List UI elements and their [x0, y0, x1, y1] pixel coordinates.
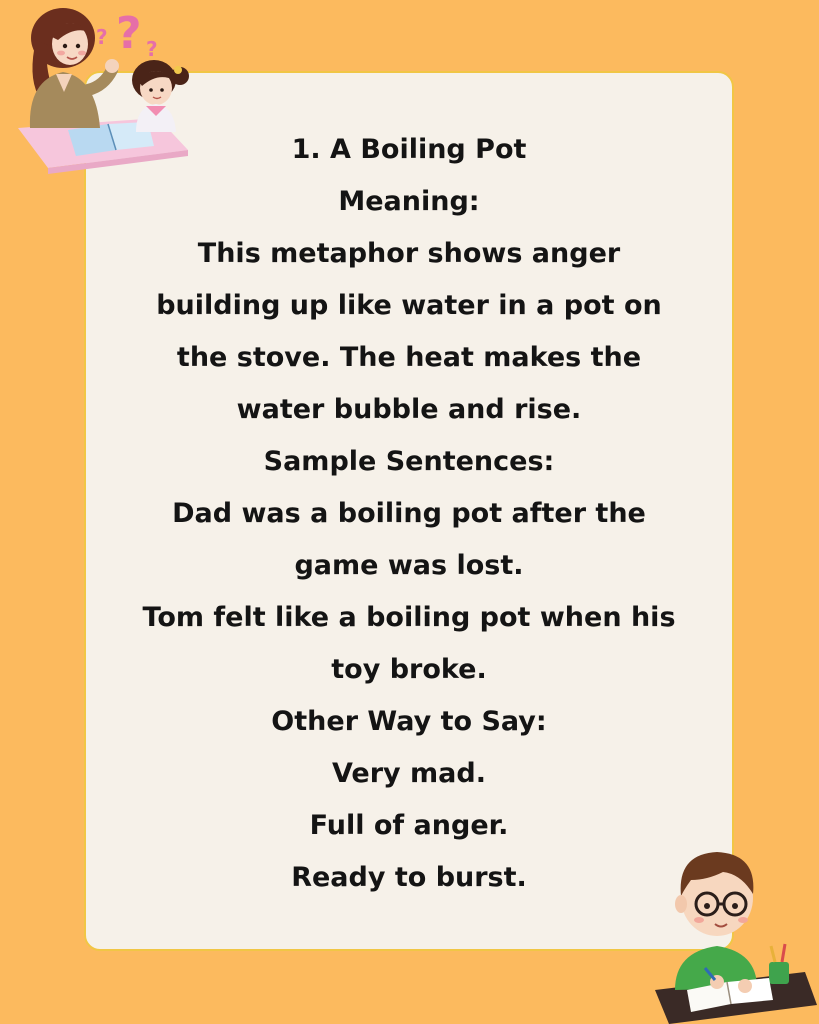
sample-line-3: Tom felt like a boiling pot when his: [142, 602, 676, 633]
sample-line-4: toy broke.: [331, 654, 487, 685]
other-way-line-3: Ready to burst.: [291, 862, 527, 893]
svg-text:?: ?: [96, 25, 108, 49]
meaning-line-1: This metaphor shows anger: [197, 238, 621, 269]
other-way-line-1: Very mad.: [332, 758, 486, 789]
other-way-line-2: Full of anger.: [309, 810, 509, 841]
meaning-heading: Meaning:: [338, 186, 480, 217]
svg-text:?: ?: [116, 8, 142, 59]
sample-sentences-heading: Sample Sentences:: [263, 446, 555, 477]
boy-writing-illustration: [645, 840, 819, 1024]
meaning-line-2: building up like water in a pot on: [156, 290, 662, 321]
metaphor-text: [84, 124, 734, 904]
sample-line-2: game was lost.: [294, 550, 524, 581]
meaning-line-4: water bubble and rise.: [236, 394, 582, 425]
sample-line-1: Dad was a boiling pot after the: [172, 498, 646, 529]
other-way-heading: Other Way to Say:: [271, 706, 547, 737]
meaning-line-3: the stove. The heat makes the: [176, 342, 642, 373]
svg-text:?: ?: [146, 37, 158, 61]
teacher-and-girl-illustration: [8, 0, 198, 175]
title: 1. A Boiling Pot: [291, 134, 527, 165]
